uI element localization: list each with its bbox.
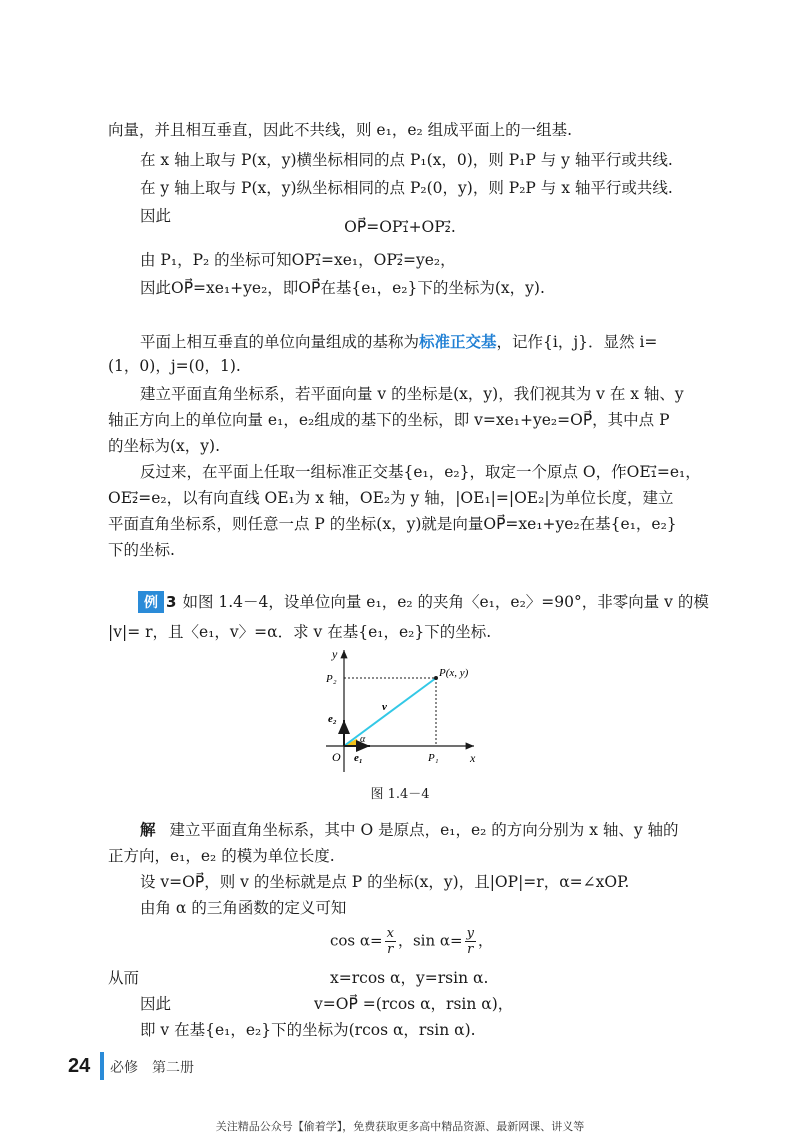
sin-label: ，sin α= [397,931,463,950]
alpha-label: α [360,734,366,745]
text: 建立平面直角坐标系，其中 O 是原点，e₁，e₂ 的方向分别为 x 轴、y 轴的 [169,821,679,839]
point-p2-label: P₂ [326,673,337,685]
cos-numerator: x [386,926,394,941]
text-line: 平面直角坐标系，则任意一点 P 的坐标(x，y)就是向量OP⃗=xe₁+ye₂在基{e₁，e₂} [108,515,677,533]
y-axis-label: y [332,647,338,661]
text: 如图 1.4－4，设单位向量 e₁，e₂ 的夹角〈e₁，e₂〉=90°，非零向量 v 的模 [182,593,709,611]
coordinate-figure [318,646,488,776]
equation: OP⃗=OP₁⃗+OP₂⃗. [344,218,456,236]
text-line: OE₂⃗=e₂，以有向直线 OE₁为 x 轴，OE₂为 y 轴，|OE₁|=|OE₂|为单位长度，建立 [108,489,674,507]
cos-denominator: r [387,942,394,957]
trig-end: ， [477,931,493,950]
text-line: 向量，并且相互垂直，因此不共线，则 e₁，e₂ 组成平面上的一组基. [108,121,573,139]
text-line: 即 v 在基{e₁，e₂}下的坐标为(rcos α，rsin α). [140,1021,476,1039]
text-line: 设 v=OP⃗，则 v 的坐标就是点 P 的坐标(x，y)，且|OP|=r，α=∠xOP. [140,873,630,891]
text-line: 因此OP⃗=xe₁+ye₂，即OP⃗在基{e₁，e₂}下的坐标为(x，y). [140,279,545,297]
e1-label: e₁ [354,752,363,764]
paragraph-definition [140,330,657,352]
example-heading [138,590,709,613]
text-line: 下的坐标. [108,541,175,559]
text-line: 轴正方向上的单位向量 e₁，e₂组成的基下的坐标，即 v=xe₁+ye₂=OP⃗，其中点 P [108,411,670,429]
cos-label: cos α= [330,931,383,950]
solution-label: 解 [140,821,156,839]
origin-label: O [332,750,341,764]
example-badge: 例 [138,591,164,613]
footer-accent-bar [100,1052,104,1080]
text-line: 的坐标为(x，y). [108,437,221,455]
book-title: 必修 第二册 [110,1060,194,1076]
text-line: (1，0)，j=(0，1). [108,357,241,375]
vector-v [344,678,436,746]
text-label: 因此 [140,995,172,1013]
figure-caption: 图 1.4－4 [370,787,430,802]
text-line: 正方向，e₁，e₂ 的模为单位长度. [108,847,335,865]
x-axis-label: x [470,751,476,765]
text: ，记作{i，j}．显然 i= [496,333,658,351]
bottom-note: 关注精品公众号【偷着学】，免费获取更多高中精品资源、最新网课、讲义等 [215,1120,585,1133]
equation: v=OP⃗ =(rcos α，rsin α)， [314,995,514,1013]
e2-label: e₂ [328,713,337,725]
text-line: 反过来，在平面上任取一组标准正交基{e₁，e₂}，取定一个原点 O，作OE₁⃗=e₁， [140,463,701,481]
text-line: 在 y 轴上取与 P(x，y)纵坐标相同的点 P₂(0，y)，则 P₂P 与 x 轴平行或共线. [140,179,673,197]
text-label: 从而 [108,969,140,987]
solution-heading [140,818,679,840]
highlighted-term: 标准正交基 [419,333,497,351]
text-line: 由 P₁，P₂ 的坐标可知OP₁⃗=xe₁，OP₂⃗=ye₂， [140,251,456,269]
sin-numerator: y [466,926,474,941]
sin-denominator: r [467,942,474,957]
v-label: v [382,701,387,713]
text-line: |v|= r，且〈e₁，v〉=α．求 v 在基{e₁，e₂}下的坐标. [108,623,492,641]
point-p-label: P(x, y) [439,667,469,679]
point-p [434,676,438,680]
example-number: 3 [166,593,177,611]
text: 平面上相互垂直的单位向量组成的基称为 [140,333,420,351]
page-number: 24 [68,1055,91,1077]
trig-equation [330,926,493,957]
equation: x=rcos α，y=rsin α. [330,969,489,987]
text-line: 由角 α 的三角函数的定义可知 [140,899,347,917]
text-line: 在 x 轴上取与 P(x，y)横坐标相同的点 P₁(x，0)，则 P₁P 与 y 轴平行或共线. [140,151,673,169]
point-p1-label: P₁ [428,752,439,764]
text-line: 因此 [140,207,172,225]
text-line: 建立平面直角坐标系，若平面向量 v 的坐标是(x，y)，我们视其为 v 在 x 轴、y [140,385,684,403]
